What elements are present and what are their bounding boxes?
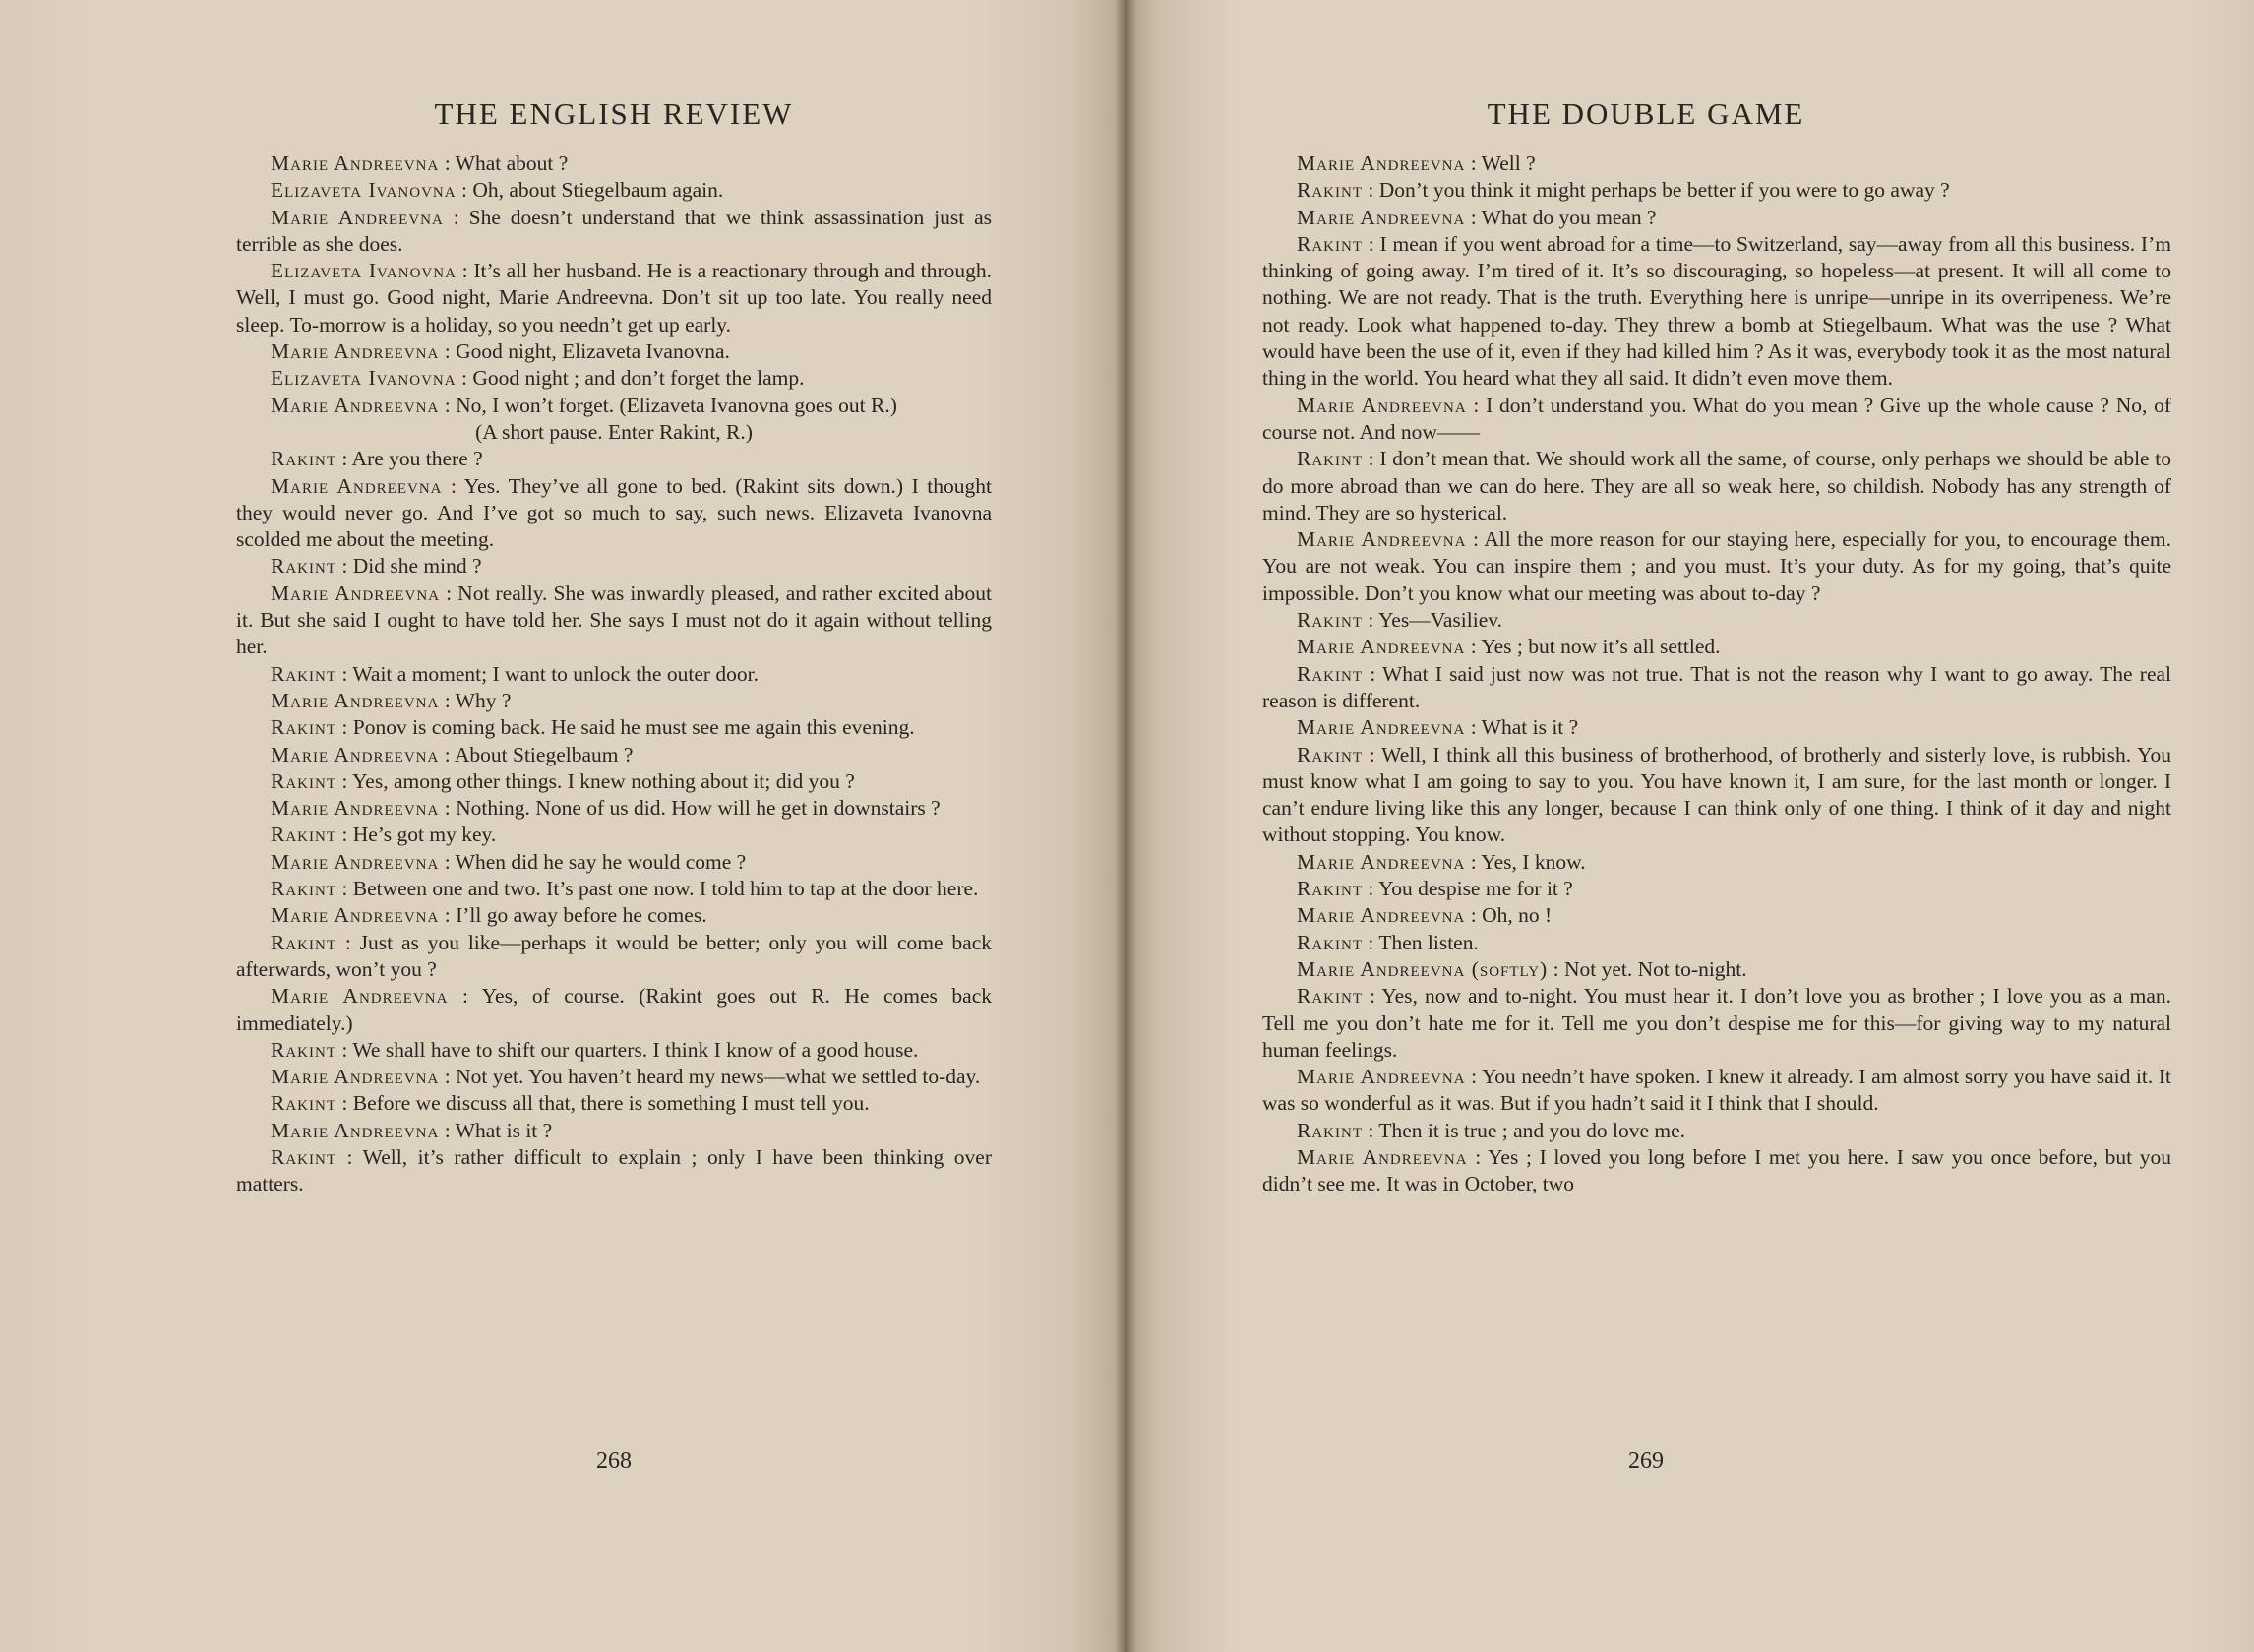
speaker-name: Marie Andreevna	[1297, 715, 1466, 740]
line-text: You despise me for it ?	[1377, 877, 1573, 901]
speaker-name: Marie Andreevna	[271, 688, 440, 712]
line-text: Yes ; I loved you long before I met you here. I saw you once before, but you didn’t see me. It was in October, two	[1262, 1144, 2171, 1196]
dialogue-line: Rakint : Then listen.	[1297, 930, 1479, 954]
speaker-name: Marie Andreevna	[271, 849, 440, 874]
dialogue-line: Marie Andreevna : Not yet. You haven’t heard my news—what we settled to-day.	[271, 1065, 981, 1089]
dialogue-line: Marie Andreevna : Oh, no !	[1297, 903, 1553, 928]
dialogue-line: Marie Andreevna (softly) : Not yet. Not to-night.	[1297, 956, 1747, 981]
dialogue-line: Rakint : Don’t you think it might perhaps be better if you were to go away ?	[1297, 178, 1950, 203]
dialogue-line: Elizaveta Ivanovna : Good night ; and don’t forget the lamp.	[271, 366, 805, 391]
speaker-name: Rakint	[1297, 742, 1363, 766]
dialogue-line: Marie Andreevna : All the more reason for our staying here, especially for you, to encourage them. You are not weak. You can inspire them ; and you must. It’s your duty. As for my going, that’s quite impossible. Don’t you know what our meeting was about to-day ?	[1262, 527, 2171, 605]
dialogue-line: Elizaveta Ivanovna : It’s all her husband. He is a reactionary through and through. Well, I must go. Good night, Marie Andreevna. Don’t sit up too late. You really need sleep. To-morrow is a holiday, so you needn’t get up early.	[236, 259, 992, 337]
speaker-name: Elizaveta Ivanovna	[271, 178, 457, 203]
speaker-name: Rakint	[271, 768, 336, 793]
dialogue-line: Rakint : I don’t mean that. We should work all the same, of course, only perhaps we should be able to do more abroad than we can do here. They are all so weak here, so childish. Nobody has any strength of mind. They are so hysterical.	[1262, 447, 2171, 524]
line-text: Between one and two. It’s past one now. I told him to tap at the door here.	[352, 877, 979, 901]
line-text: Well, I think all this business of brotherhood, of brotherly and sisterly love, is rubbish. You must know what I am going to say to you. You have known it, I am sure, for the last month or longer. I can’t endure living like this any longer, because I can think only of one thing. I think of it day and night without stopping. You know.	[1262, 742, 2171, 847]
dialogue-line: Marie Andreevna : You needn’t have spoken. I knew it already. I am almost sorry you have said it. It was so wonderful as it was. But if you hadn’t said it I think that I should.	[1262, 1065, 2172, 1116]
line-text: Yes—Vasiliev.	[1377, 608, 1502, 633]
dialogue-line: Rakint : Before we discuss all that, there is something I must tell you.	[271, 1091, 870, 1116]
speaker-name: Marie Andreevna (softly)	[1297, 956, 1549, 981]
dialogue-line: Marie Andreevna : What is it ?	[1297, 715, 1579, 740]
line-text: I don’t understand you. What do you mean ? Give up the whole cause ? No, of course not. And now——	[1262, 393, 2171, 444]
line-text: Well ?	[1481, 152, 1536, 175]
line-text: What about ?	[455, 152, 569, 175]
page-number: 269	[1628, 1448, 1664, 1474]
speaker-name: Rakint	[271, 1091, 336, 1116]
line-text: Oh, no !	[1482, 903, 1553, 928]
dialogue-line: Rakint : Did she mind ?	[271, 554, 482, 579]
dialogue-line: Rakint : Ponov is coming back. He said he must see me again this evening.	[271, 715, 915, 740]
line-text: Yes, among other things. I knew nothing about it; did you ?	[351, 768, 855, 793]
line-text: Yes. They’ve all gone to bed. (Rakint sits down.) I thought they would never go. And I’ve got so much to say, such news. Elizaveta Ivanovna scolded me about the meeting.	[236, 473, 992, 552]
speaker-name: Marie Andreevna	[271, 796, 440, 821]
line-text: Did she mind ?	[352, 554, 482, 579]
line-text: You needn’t have spoken. I knew it already. I am almost sorry you have said it. It was so wonderful as it was. But if you hadn’t said it I think that I should.	[1262, 1065, 2172, 1116]
line-text: Oh, about Stiegelbaum again.	[472, 178, 724, 203]
speaker-name: Marie Andreevna	[271, 742, 440, 766]
line-text: Yes, now and to-night. You must hear it. I don’t love you as brother ; I love you as a man. Tell me you don’t hate me for it. Tell me you don’t despise me for this—for giving way to my natural human feelings.	[1262, 984, 2171, 1062]
dialogue-line: Rakint : He’s got my key.	[271, 823, 497, 847]
speaker-name: Marie Andreevna	[271, 581, 441, 605]
speaker-name: Marie Andreevna	[271, 339, 440, 364]
line-text: Well, it’s rather difficult to explain ; only I have been thinking over matters.	[236, 1144, 993, 1196]
speaker-name: Rakint	[1297, 178, 1363, 203]
line-text: Just as you like—perhaps it would be better; only you will come back afterwards, won’t you ?	[236, 930, 992, 981]
dialogue-line: Rakint : Then it is true ; and you do love me.	[1297, 1118, 1686, 1142]
dialogue-line: Marie Andreevna : What about ?	[271, 152, 569, 175]
speaker-name: Rakint	[1297, 608, 1363, 633]
line-text: She doesn’t understand that we think assassination just as terrible as she does.	[236, 205, 992, 256]
line-text: He’s got my key.	[352, 823, 497, 847]
speaker-name: Rakint	[271, 1037, 336, 1062]
speaker-name: Rakint	[271, 1144, 336, 1169]
line-text: Not yet. Not to-night.	[1563, 956, 1747, 981]
book-gutter	[1115, 0, 1136, 1652]
speaker-name: Marie Andreevna	[271, 984, 449, 1009]
speaker-name: Elizaveta Ivanovna	[271, 259, 457, 283]
speaker-name: Marie Andreevna	[1297, 205, 1466, 229]
speaker-name: Marie Andreevna	[271, 152, 440, 175]
line-text: We shall have to shift our quarters. I think I know of a good house.	[352, 1037, 919, 1062]
dialogue-line: Marie Andreevna : I don’t understand you. What do you mean ? Give up the whole cause ? No, of course not. And now——	[1262, 393, 2171, 444]
dialogue-line: Marie Andreevna : About Stiegelbaum ?	[271, 742, 634, 766]
speaker-name: Marie Andreevna	[1297, 1065, 1466, 1089]
dialogue-line: Marie Andreevna : Well ?	[1297, 152, 1536, 175]
speaker-name: Rakint	[1297, 661, 1363, 686]
speaker-name: Rakint	[271, 823, 336, 847]
dialogue-line: Rakint : Wait a moment; I want to unlock the outer door.	[271, 661, 759, 686]
line-text: Good night ; and don’t forget the lamp.	[472, 366, 805, 391]
dialogue-line: Rakint : Are you there ?	[271, 447, 483, 471]
dialogue-line: Rakint : What I said just now was not true. That is not the reason why I want to go away. The real reason is different.	[1262, 661, 2172, 712]
line-text: Yes, of course. (Rakint goes out R. He comes back immediately.)	[236, 984, 992, 1035]
speaker-name: Rakint	[1297, 231, 1363, 256]
dialogue-text	[236, 151, 992, 1198]
speaker-name: Rakint	[271, 554, 336, 579]
speaker-name: Marie Andreevna	[1297, 849, 1466, 874]
speaker-name: Marie Andreevna	[271, 205, 444, 229]
speaker-name: Rakint	[271, 447, 336, 471]
speaker-name: Rakint	[1297, 1118, 1363, 1142]
dialogue-line: Marie Andreevna : When did he say he would come ?	[271, 849, 747, 874]
line-text: When did he say he would come ?	[455, 849, 747, 874]
line-text: All the more reason for our staying here, especially for you, to encourage them. You are not weak. You can inspire them ; and you must. It’s your duty. As for my going, that’s quite impossible. Don’t you know what our meeting was about to-day ?	[1262, 527, 2171, 605]
line-text: What do you mean ?	[1481, 205, 1657, 229]
dialogue-line: Marie Andreevna : Why ?	[271, 688, 512, 712]
line-text: Why ?	[455, 688, 512, 712]
speaker-name: Rakint	[1297, 447, 1363, 471]
dialogue-line: Rakint : We shall have to shift our quarters. I think I know of a good house.	[271, 1037, 919, 1062]
stage-direction: (A short pause. Enter Rakint, R.)	[475, 419, 753, 444]
dialogue-line: Marie Andreevna : Good night, Elizaveta Ivanovna.	[271, 339, 730, 364]
dialogue-line: Rakint : Well, it’s rather difficult to explain ; only I have been thinking over matters.	[236, 1144, 993, 1196]
dialogue-line: Marie Andreevna : Yes ; I loved you long before I met you here. I saw you once before, but you didn’t see me. It was in October, two	[1262, 1144, 2171, 1196]
speaker-name: Marie Andreevna	[271, 1065, 440, 1089]
speaker-name: Rakint	[1297, 930, 1363, 954]
speaker-name: Marie Andreevna	[271, 473, 443, 498]
running-head: THE DOUBLE GAME	[1487, 96, 1805, 131]
speaker-name: Marie Andreevna	[1297, 635, 1466, 659]
dialogue-line: Marie Andreevna : Not really. She was inwardly pleased, and rather excited about it. But she said I ought to have told her. She says I must not do it again without telling her.	[236, 581, 993, 659]
speaker-name: Marie Andreevna	[1297, 1144, 1468, 1169]
speaker-name: Marie Andreevna	[1297, 152, 1466, 175]
line-text: No, I won’t forget. (Elizaveta Ivanovna goes out R.)	[456, 393, 897, 417]
dialogue-line: Rakint : Yes, now and to-night. You must hear it. I don’t love you as brother ; I love you as a man. Tell me you don’t hate me for it. Tell me you don’t despise me for this—for giving way to my natural human feelings.	[1262, 984, 2171, 1062]
line-text: Not really. She was inwardly pleased, and rather excited about it. But she said I ought to have told her. She says I must not do it again without telling her.	[236, 581, 993, 659]
dialogue-line: Marie Andreevna : Yes ; but now it’s all settled.	[1297, 635, 1721, 659]
line-text: I mean if you went abroad for a time—to Switzerland, say—away from all this business. I’m thinking of going away. I’m tired of it. It’s so discouraging, so hopeless—at present. It will all come to nothing. We are not ready. That is the truth. Everything here is unripe—unripe in its overripeness. We’re not ready. Look what happened to-day. They threw a bomb at Stiegelbaum. What was the use ? What would have been the use of it, even if they had killed him ? As it was, everybody took it as the most natural thing in the world. You heard what they all said. It didn’t even move them.	[1262, 231, 2171, 391]
line-text: I’ll go away before he comes.	[456, 903, 707, 928]
speaker-name: Rakint	[271, 877, 336, 901]
line-text: It’s all her husband. He is a reactionary through and through. Well, I must go. Good night, Marie Andreevna. Don’t sit up too late. You really need sleep. To-morrow is a holiday, so you needn’t get up early.	[236, 259, 992, 337]
right-page	[1125, 0, 2254, 1652]
dialogue-line: Marie Andreevna : She doesn’t understand that we think assassination just as terrible as she does.	[236, 205, 992, 256]
line-text: Nothing. None of us did. How will he get in downstairs ?	[456, 796, 941, 821]
dialogue-line: Marie Andreevna : Yes, I know.	[1297, 849, 1586, 874]
dialogue-line: Rakint : Between one and two. It’s past one now. I told him to tap at the door here.	[271, 877, 979, 901]
dialogue-line: Marie Andreevna : No, I won’t forget. (Elizaveta Ivanovna goes out R.)	[271, 393, 897, 417]
speaker-name: Rakint	[271, 930, 336, 954]
line-text: I don’t mean that. We should work all the same, of course, only perhaps we should be able to do more abroad than we can do here. They are all so weak here, so childish. Nobody has any strength of mind. They are so hysterical.	[1262, 447, 2171, 524]
running-head: THE ENGLISH REVIEW	[434, 96, 794, 131]
line-text: Good night, Elizaveta Ivanovna.	[456, 339, 730, 364]
dialogue-line: Marie Andreevna : Yes, of course. (Rakint goes out R. He comes back immediately.)	[236, 984, 992, 1035]
dialogue-line: Rakint : Just as you like—perhaps it would be better; only you will come back afterwards, won’t you ?	[236, 930, 992, 981]
page-number: 268	[596, 1448, 632, 1474]
line-text: What is it ?	[1481, 715, 1579, 740]
speaker-name: Marie Andreevna	[1297, 527, 1467, 552]
dialogue-line: Marie Andreevna : What do you mean ?	[1297, 205, 1657, 229]
line-text: Before we discuss all that, there is something I must tell you.	[352, 1091, 870, 1116]
speaker-name: Marie Andreevna	[271, 393, 440, 417]
dialogue-line: Marie Andreevna : Yes. They’ve all gone to bed. (Rakint sits down.) I thought they would never go. And I’ve got so much to say, such news. Elizaveta Ivanovna scolded me about the meeting.	[236, 473, 992, 552]
dialogue-line: Rakint : I mean if you went abroad for a time—to Switzerland, say—away from all this business. I’m thinking of going away. I’m tired of it. It’s so discouraging, so hopeless—at present. It will all come to nothing. We are not ready. That is the truth. Everything here is unripe—unripe in its overripeness. We’re not ready. Look what happened to-day. They threw a bomb at Stiegelbaum. What was the use ? What would have been the use of it, even if they had killed him ? As it was, everybody took it as the most natural thing in the world. You heard what they all said. It didn’t even move them.	[1262, 231, 2171, 391]
speaker-name: Marie Andreevna	[1297, 903, 1466, 928]
line-text: Not yet. You haven’t heard my news—what we settled to-day.	[456, 1065, 981, 1089]
line-text: Yes, I know.	[1481, 849, 1586, 874]
speaker-name: Rakint	[1297, 984, 1363, 1009]
dialogue-line: Rakint : Yes, among other things. I knew nothing about it; did you ?	[271, 768, 855, 793]
dialogue-line: Rakint : Well, I think all this business of brotherhood, of brotherly and sisterly love, is rubbish. You must know what I am going to say to you. You have known it, I am sure, for the last month or longer. I can’t endure living like this any longer, because I can think only of one thing. I think of it day and night without stopping. You know.	[1262, 742, 2171, 847]
line-text: Wait a moment; I want to unlock the outer door.	[352, 661, 759, 686]
line-text: Are you there ?	[351, 447, 483, 471]
dialogue-line: Marie Andreevna : Nothing. None of us did. How will he get in downstairs ?	[271, 796, 941, 821]
dialogue-line: Marie Andreevna : What is it ?	[271, 1118, 553, 1142]
speaker-name: Rakint	[271, 715, 336, 740]
line-text: Then it is true ; and you do love me.	[1378, 1118, 1686, 1142]
line-text: Don’t you think it might perhaps be better if you were to go away ?	[1378, 178, 1950, 203]
line-text: Ponov is coming back. He said he must see me again this evening.	[352, 715, 915, 740]
line-text: What I said just now was not true. That is not the reason why I want to go away. The real reason is different.	[1262, 661, 2172, 712]
speaker-name: Marie Andreevna	[271, 1118, 440, 1142]
speaker-name: Marie Andreevna	[271, 903, 440, 928]
speaker-name: Marie Andreevna	[1297, 393, 1467, 417]
line-text: Yes ; but now it’s all settled.	[1481, 635, 1721, 659]
speaker-name: Rakint	[1297, 877, 1363, 901]
line-text: Then listen.	[1378, 930, 1479, 954]
dialogue-line: Rakint : You despise me for it ?	[1297, 877, 1573, 901]
dialogue-line: Elizaveta Ivanovna : Oh, about Stiegelbaum again.	[271, 178, 724, 203]
dialogue-line: Marie Andreevna : I’ll go away before he comes.	[271, 903, 707, 928]
line-text: What is it ?	[455, 1118, 553, 1142]
speaker-name: Rakint	[271, 661, 336, 686]
left-page	[0, 0, 1125, 1652]
dialogue-line: Rakint : Yes—Vasiliev.	[1297, 608, 1502, 633]
line-text: About Stiegelbaum ?	[454, 742, 634, 766]
speaker-name: Elizaveta Ivanovna	[271, 366, 457, 391]
dialogue-text	[1262, 151, 2171, 1198]
